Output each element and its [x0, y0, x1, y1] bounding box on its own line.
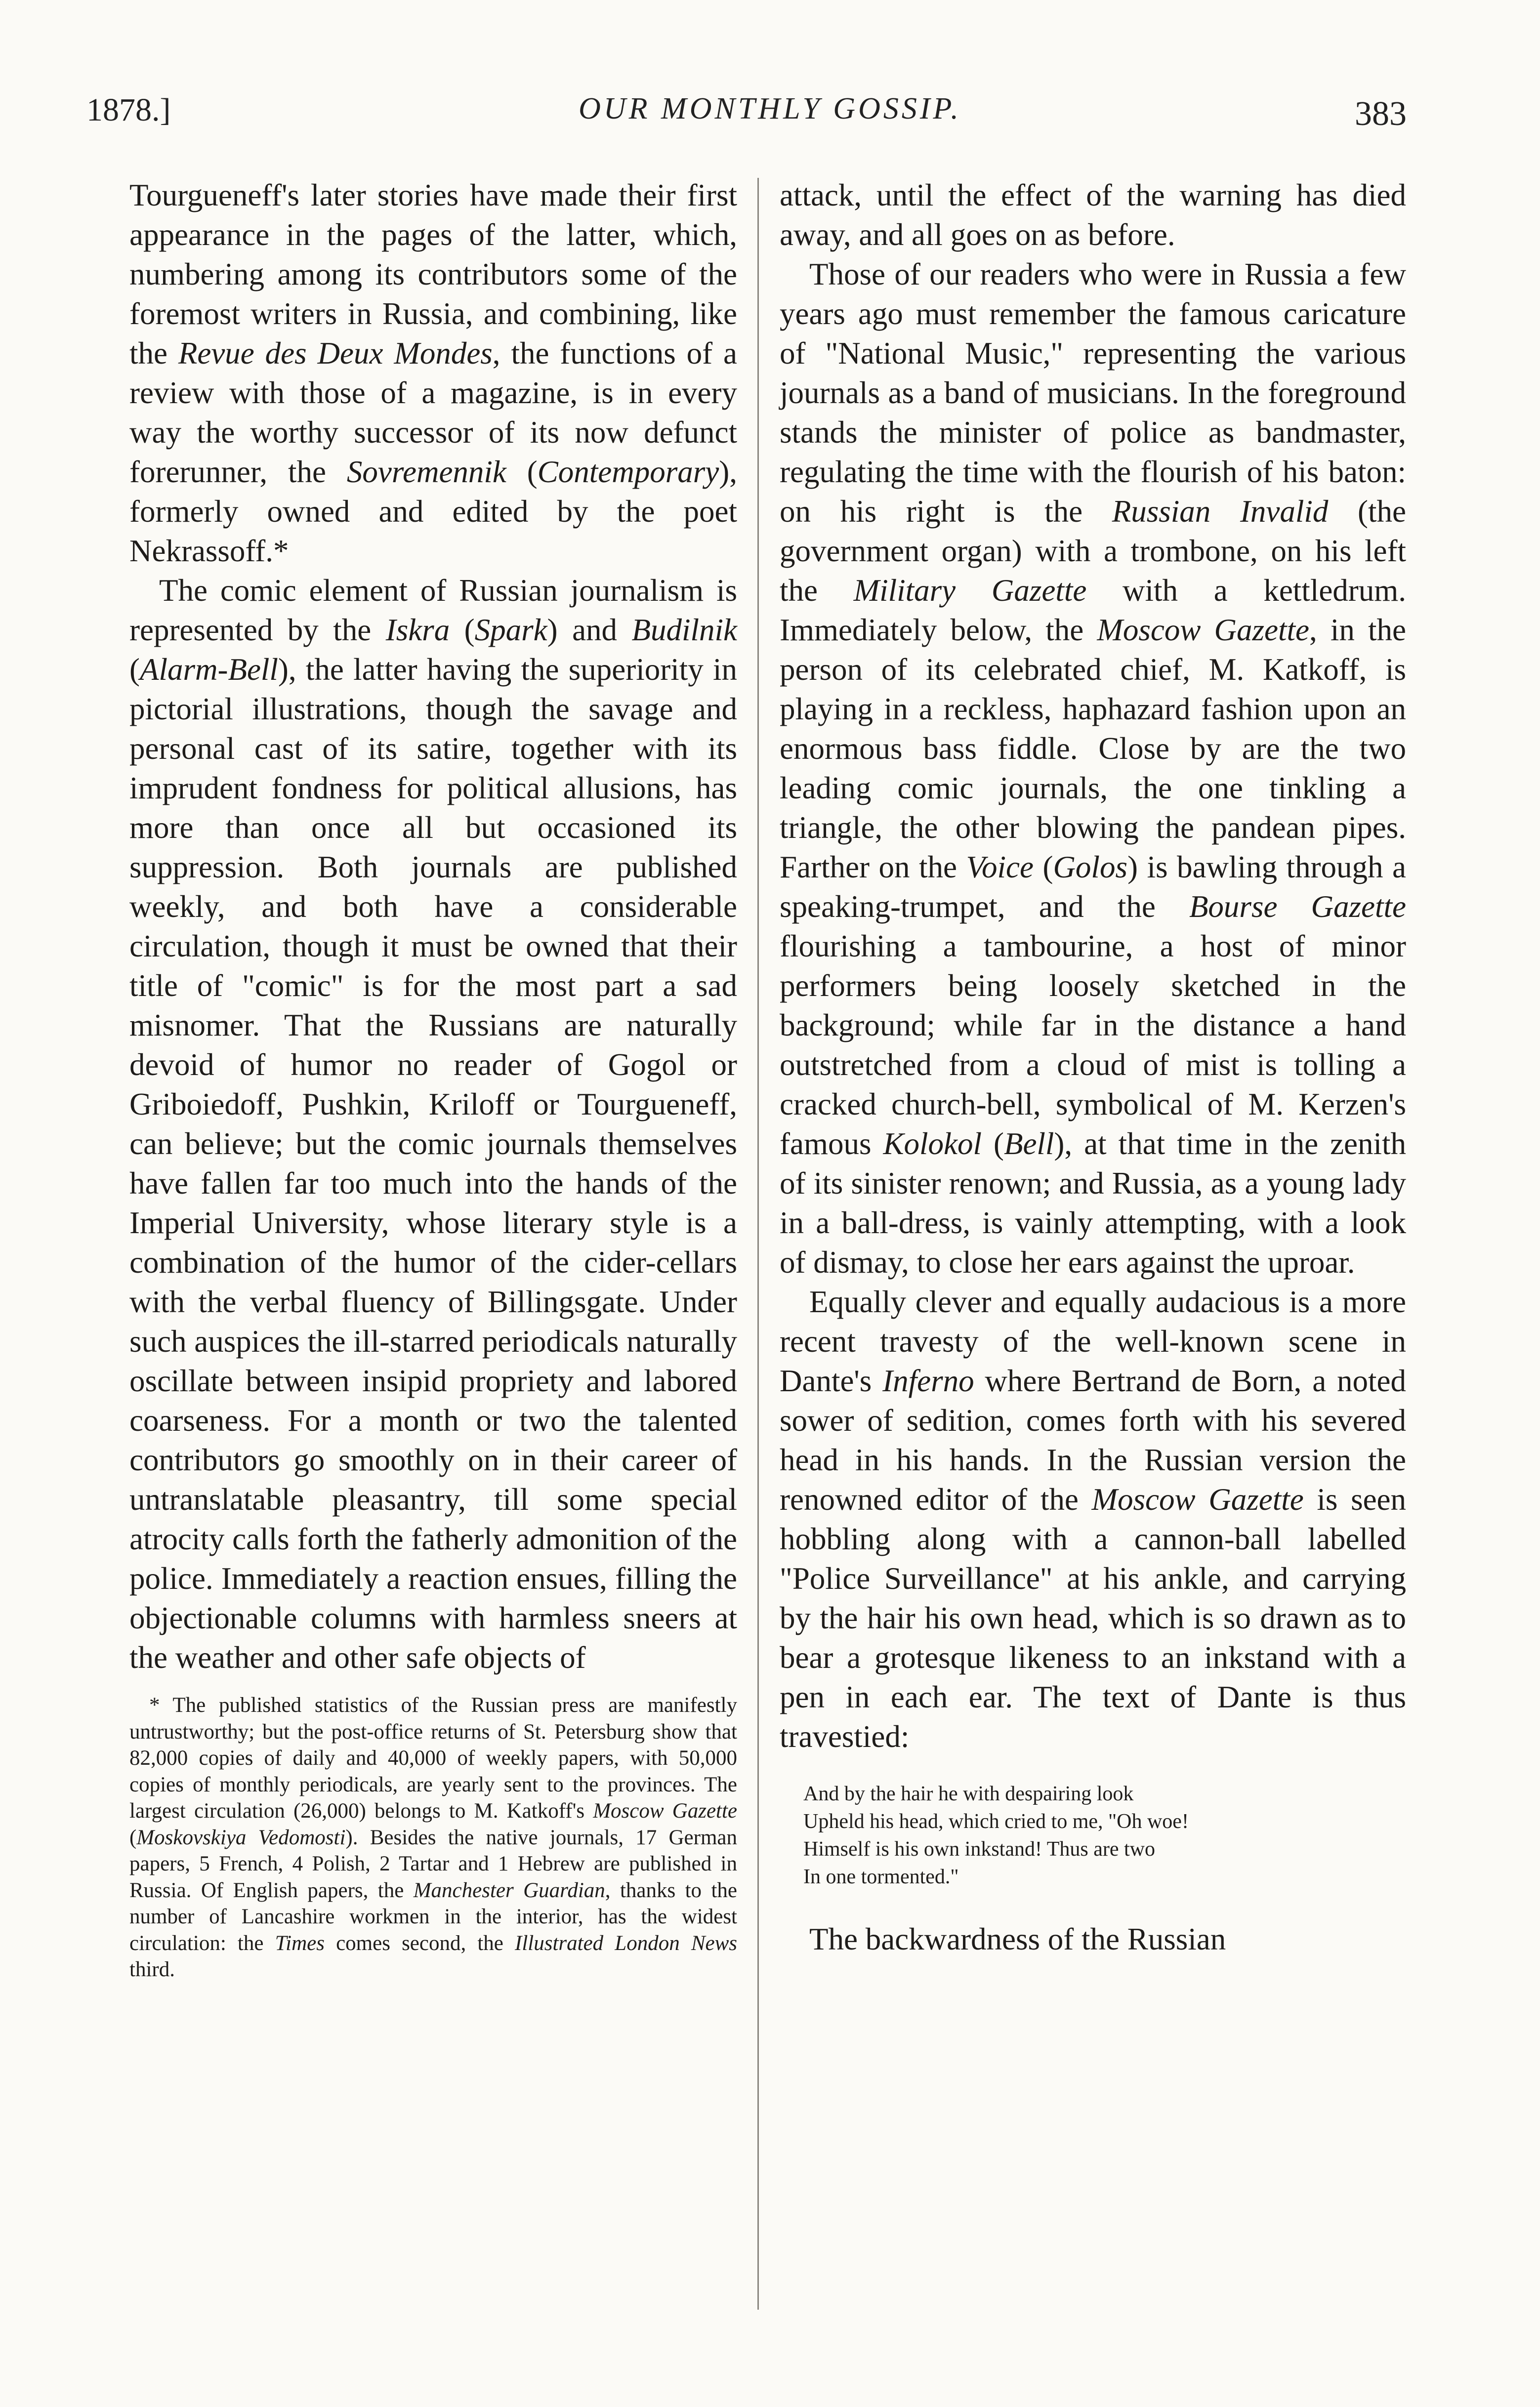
- text-run: ) is bawling through a speaking-trumpet, and the: [780, 850, 1406, 924]
- text-run: comes second, the: [324, 1931, 515, 1955]
- text-run: ), at that time in the zenith of its sinister renown; and Russia, as a young lady in a ball-dress, is vainly attempting, with a look of dismay, to close her ears against the uproar.: [780, 1126, 1406, 1280]
- text-run: (the government organ) with a trombone, on his left the: [780, 494, 1406, 608]
- text-run: Tourgueneff's later stories have made their first appearance in the pages of the latter, which, numbering among its contributors some of the foremost writers in Russia, and combining, like the: [129, 178, 737, 371]
- text-run: Those of our readers who were in Russia a few years ago must remember the famous caricature of "National Music," representing the various journals as a band of musicians. In the foreground stands the minister of police as bandmaster, regulating the time with the flourish of his baton: on his right is the: [780, 257, 1406, 529]
- paragraph-tourgueneff: [129, 175, 737, 571]
- text-run: is seen hobbling along with a cannon-ball labelled "Police Surveillance" at his ankle, and carrying by the hair his own head, which is so drawn as to bear a grotesque likeness to an inkstand with a pen in each ear. The text of Dante is thus travestied:: [780, 1482, 1407, 1754]
- verse-quotation: [803, 1780, 1406, 1891]
- text-run: with a kettledrum. Immediately below, the: [780, 573, 1407, 647]
- text-run-italic: Moscow Gazette: [1097, 613, 1309, 647]
- footnote: [129, 1692, 737, 1983]
- text-run-italic: Sovremennik: [346, 455, 506, 489]
- verse-line: Himself is his own inkstand! Thus are two: [803, 1838, 1155, 1861]
- page-number: 383: [1355, 95, 1407, 133]
- header-title: OUR MONTHLY GOSSIP.: [579, 92, 961, 125]
- text-run: , in the person of its celebrated chief, M. Katkoff, is playing in a reckless, haphazard fashion upon an enormous bass fiddle. Close by are the two leading comic journals, the one tinkling a triangle, the other blowing the pandean pipes. Farther on the: [780, 613, 1406, 884]
- text-run: (: [129, 1826, 137, 1849]
- text-run-italic: Budilnik: [631, 613, 737, 647]
- left-column: [129, 175, 737, 2004]
- text-run-italic: Moscow Gazette: [593, 1799, 738, 1823]
- text-run: (: [981, 1126, 1004, 1161]
- text-run-italic: Moskovskiya Vedomosti: [136, 1826, 346, 1849]
- right-column: [780, 175, 1406, 1959]
- text-run: , the functions of a review with those of a magazine, is in every way the worthy successor of its now defunct forerunner, the: [129, 336, 738, 489]
- text-run: third.: [129, 1958, 175, 1981]
- text-run: (: [450, 613, 475, 647]
- header-year: 1878.]: [86, 92, 171, 128]
- text-run-italic: Bourse Gazette: [1189, 889, 1406, 924]
- text-run-italic: Bell: [1003, 1126, 1054, 1161]
- text-run: Equally clever and equally audacious is a more recent travesty of the well-known scene in Dante's: [780, 1285, 1406, 1398]
- text-run-italic: Manchester Guardian: [413, 1878, 605, 1902]
- running-header: [0, 91, 1540, 146]
- text-run: ), the latter having the superiority in pictorial illustrations, though the savage and personal cast of its satire, together with its imprudent fondness for political allusions, has more than once all but occasioned its suppression. Both journals are published weekly, and both have a considerable circulation, though it must be owned that their title of "comic" is for the most part a sad misnomer. That the Russians are naturally devoid of humor no reader of Gogol or Griboiedoff, Pushkin, Kriloff or Tourgueneff, can believe; but the comic journals themselves have fallen far too much into the hands of the Imperial University, whose literary style is a combination of the humor of the cider-cellars with the verbal fluency of Billingsgate. Under such auspices the ill-starred periodicals naturally oscillate between insipid propriety and labored coarseness. For a month or two the talented contributors go smoothly on in their career of untranslatable pleasantry, till some special atrocity calls forth the fatherly admonition of the police. Immediately a reaction ensues, filling the objectionable columns with harmless sneers at the weather and other safe objects of: [129, 652, 737, 1675]
- text-run-italic: Moscow Gazette: [1091, 1482, 1304, 1517]
- text-run-italic: Spark: [474, 613, 547, 647]
- text-run-italic: Military Gazette: [853, 573, 1087, 608]
- text-run-italic: Alarm-Bell: [139, 652, 278, 687]
- paragraph-comic-element: [129, 571, 737, 1677]
- text-run-italic: Inferno: [882, 1364, 974, 1398]
- text-run: where Bertrand de Born, a noted sower of sedition, comes forth with his severed head in his hands. In the Russian version the renowned editor of the: [780, 1364, 1406, 1517]
- text-run-italic: Illustrated London News: [515, 1931, 737, 1955]
- text-run: The comic element of Russian journalism is represented by the: [129, 573, 737, 647]
- text-run-italic: Russian Invalid: [1112, 494, 1329, 529]
- text-run-italic: Kolokol: [883, 1126, 982, 1161]
- verse-line: And by the hair he with despairing look: [803, 1783, 1134, 1805]
- text-run: flourishing a tambourine, a host of minor performers being loosely sketched in the background; while far in the distance a hand outstretched from a cloud of mist is tolling a cracked church-bell, symbolical of M. Kerzen's famous: [780, 929, 1406, 1161]
- text-run: (: [506, 455, 538, 489]
- text-run: ), formerly owned and edited by the poet Nekrassoff.*: [129, 455, 737, 568]
- text-run: (: [129, 652, 140, 687]
- text-run: ) and: [547, 613, 632, 647]
- column-divider: [757, 178, 759, 2310]
- paragraph-dante-travesty: [780, 1282, 1406, 1756]
- text-run-italic: Voice: [966, 850, 1034, 884]
- text-run: (: [1033, 850, 1053, 884]
- paragraph-closing: The backwardness of the Russian: [809, 1922, 1226, 1956]
- text-run-italic: Revue des Deux Mondes: [178, 336, 493, 371]
- text-run-italic: Times: [275, 1931, 325, 1955]
- verse-line: Upheld his head, which cried to me, "Oh woe!: [803, 1810, 1189, 1833]
- text-run-italic: Contemporary: [537, 455, 719, 489]
- text-run-italic: Iskra: [385, 613, 450, 647]
- text-run: , thanks to the number of Lancashire workmen in the interior, has the widest circulation: the: [129, 1878, 737, 1955]
- text-run: ). Besides the native journals, 17 German papers, 5 French, 4 Polish, 2 Tartar and 1 Hebrew are published in Russia. Of English papers, the: [129, 1826, 737, 1902]
- paragraph-national-music: [780, 254, 1406, 1282]
- text-run-italic: Golos: [1053, 850, 1127, 884]
- paragraph-attack: attack, until the effect of the warning has died away, and all goes on as before.: [780, 178, 1406, 252]
- verse-line: In one tormented.": [803, 1866, 959, 1888]
- text-run: * The published statistics of the Russian press are manifestly untrustworthy; but the post-office returns of St. Petersburg show that 82,000 copies of daily and 40,000 of weekly papers, with 50,000 copies of monthly periodicals, are yearly sent to the provinces. The largest circulation (26,000) belongs to M. Katkoff's: [129, 1694, 737, 1823]
